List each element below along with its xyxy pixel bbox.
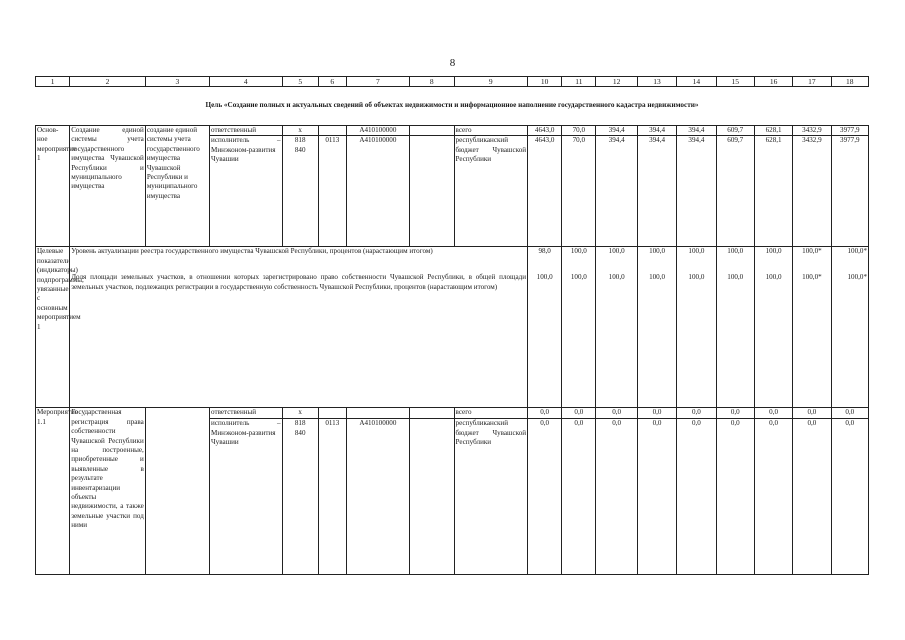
event-1-1-grbs-codes	[282, 419, 318, 575]
value-cell: 394,4	[637, 126, 676, 136]
main-event-label: Основ-ное мероприятие 1	[36, 126, 70, 247]
value-cell: 609,7	[716, 126, 754, 136]
indicator-value: 100,0	[716, 273, 754, 408]
value-cell: 0,0	[754, 419, 792, 575]
value-cell: 0,0	[637, 419, 676, 575]
header-cell: 6	[318, 77, 346, 87]
value-cell: 0,0	[716, 419, 754, 575]
header-cell: 15	[716, 77, 754, 87]
main-event-section-empty	[318, 126, 346, 136]
indicator-value: 98,0	[528, 247, 562, 274]
value-cell: 394,4	[596, 136, 637, 247]
main-event-source-total: всего	[454, 126, 528, 136]
value-cell: 0,0	[562, 408, 596, 419]
value-cell: 0,0	[528, 408, 562, 419]
event-1-1-expense-group	[409, 408, 454, 419]
header-cell: 2	[70, 77, 146, 87]
header-cell: 7	[346, 77, 409, 87]
indicator-value: 100,0	[677, 273, 716, 408]
event-1-1-section: 0113	[318, 419, 346, 575]
main-event-name: Создание единой системы учета государственного имущества Чувашской Республики и муниципального имущества	[70, 126, 146, 247]
value-cell: 0,0	[831, 408, 868, 419]
indicator-value: 100,0	[677, 247, 716, 274]
main-event-target-article: А410100000	[346, 126, 409, 136]
grbs-code: 818	[294, 419, 306, 428]
goal-row	[36, 87, 869, 126]
value-cell: 394,4	[596, 126, 637, 136]
event-1-1-name: Государственная регистрация права собственности Чувашской Республики на построенные, приобретенные и выявленные в результате инвентаризации объекты недвижимости, а также земельные участки под ними	[70, 408, 146, 575]
event-1-1-grbs-x: x	[282, 408, 318, 419]
value-cell: 0,0	[528, 419, 562, 575]
header-cell: 10	[528, 77, 562, 87]
indicator-value: 100,0	[562, 247, 596, 274]
event-1-1-label: Мероприятие 1.1	[36, 408, 70, 575]
header-cell: 5	[282, 77, 318, 87]
main-event-expense-group-2	[409, 136, 454, 247]
header-cell: 16	[754, 77, 792, 87]
value-cell: 0,0	[677, 408, 716, 419]
header-cell: 9	[454, 77, 528, 87]
value-cell: 70,0	[562, 126, 596, 136]
indicator-value: 100,0*	[831, 247, 868, 274]
header-cell: 13	[637, 77, 676, 87]
value-cell: 3977,9	[831, 126, 868, 136]
main-event-grbs-codes	[282, 136, 318, 247]
value-cell: 0,0	[596, 408, 637, 419]
event-1-1-target-article: А410100000	[346, 419, 409, 575]
indicator-value: 100,0	[562, 273, 596, 408]
program-table	[35, 76, 869, 575]
main-event-grbs-x: x	[282, 126, 318, 136]
value-cell: 0,0	[793, 408, 831, 419]
event-1-1-executor: исполнитель – Минэконом-развития Чувашии	[210, 419, 283, 575]
indicator-2-text: Доля площади земельных участков, в отношении которых зарегистрировано право собственности Чувашской Республики, в общей площади земельных участков, подлежащих регистрации в государственную собственность Чувашской Республики, процентов (нарастающим итогом)	[70, 273, 528, 408]
event-1-1-section-empty	[318, 408, 346, 419]
event-1-1-task-empty	[145, 408, 209, 575]
indicator-value: 100,0*	[831, 273, 868, 408]
goal-title: Цель «Создание полных и актуальных сведений об объектах недвижимости и информационное наполнение государственного кадастра недвижимости»	[205, 101, 699, 110]
value-cell: 70,0	[562, 136, 596, 247]
value-cell: 0,0	[596, 419, 637, 575]
indicator-value: 100,0	[637, 247, 676, 274]
indicators-label: Целевые показатели (индикаторы) подпрограммы, увязанные с основным мероприятием 1	[36, 247, 70, 408]
header-cell: 18	[831, 77, 868, 87]
indicator-row-2	[36, 273, 869, 408]
indicator-value: 100,0	[716, 247, 754, 274]
main-event-target-article-2: А410100000	[346, 136, 409, 247]
event-1-1-row-total	[36, 408, 869, 419]
value-cell: 0,0	[754, 408, 792, 419]
value-cell: 394,4	[677, 136, 716, 247]
value-cell: 0,0	[562, 419, 596, 575]
header-cell: 1	[36, 77, 70, 87]
header-row	[36, 77, 869, 87]
value-cell: 394,4	[637, 136, 676, 247]
value-cell: 3432,9	[793, 136, 831, 247]
main-event-section: 0113	[318, 136, 346, 247]
indicator-value: 100,0	[528, 273, 562, 408]
event-1-1-source-total: всего	[454, 408, 528, 419]
indicator-value: 100,0*	[793, 273, 831, 408]
value-cell: 628,1	[754, 136, 792, 247]
value-cell: 4643,0	[528, 126, 562, 136]
header-cell: 3	[145, 77, 209, 87]
main-event-source-budget: республиканский бюджет Чувашской Республики	[454, 136, 528, 247]
value-cell: 0,0	[831, 419, 868, 575]
indicator-value: 100,0	[637, 273, 676, 408]
indicator-value: 100,0	[754, 247, 792, 274]
indicator-value: 100,0	[596, 273, 637, 408]
header-cell: 11	[562, 77, 596, 87]
indicator-1-text: Уровень актуализации реестра государственного имущества Чувашской Республики, процентов (нарастающим итогом)	[70, 247, 528, 274]
main-event-task: создание единой системы учета государственного имущества Чувашской Республики и муниципального имущества	[145, 126, 209, 247]
main-event-row-total	[36, 126, 869, 136]
main-event-executor-head: ответственный	[210, 126, 283, 136]
indicator-row-1	[36, 247, 869, 274]
value-cell: 609,7	[716, 136, 754, 247]
page-number: 8	[449, 57, 456, 69]
indicator-value: 100,0*	[793, 247, 831, 274]
value-cell: 3977,9	[831, 136, 868, 247]
event-1-1-target-empty	[346, 408, 409, 419]
value-cell: 0,0	[637, 408, 676, 419]
value-cell: 394,4	[677, 126, 716, 136]
indicator-value: 100,0	[754, 273, 792, 408]
value-cell: 628,1	[754, 126, 792, 136]
value-cell: 4643,0	[528, 136, 562, 247]
event-1-1-source-budget: республиканский бюджет Чувашской Республики	[454, 419, 528, 575]
main-event-expense-group	[409, 126, 454, 136]
grbs-code: 840	[294, 145, 306, 154]
value-cell: 0,0	[793, 419, 831, 575]
value-cell: 0,0	[677, 419, 716, 575]
main-event-executor: исполнитель – Минэконом-развития Чувашии	[210, 136, 283, 247]
header-cell: 14	[677, 77, 716, 87]
value-cell: 0,0	[716, 408, 754, 419]
grbs-code: 818	[294, 136, 306, 145]
value-cell: 3432,9	[793, 126, 831, 136]
header-cell: 4	[210, 77, 283, 87]
header-cell: 17	[793, 77, 831, 87]
event-1-1-executor-head: ответственный	[210, 408, 283, 419]
grbs-code: 840	[294, 428, 306, 437]
indicator-value: 100,0	[596, 247, 637, 274]
header-cell: 8	[409, 77, 454, 87]
event-1-1-expense-group-2	[409, 419, 454, 575]
header-cell: 12	[596, 77, 637, 87]
